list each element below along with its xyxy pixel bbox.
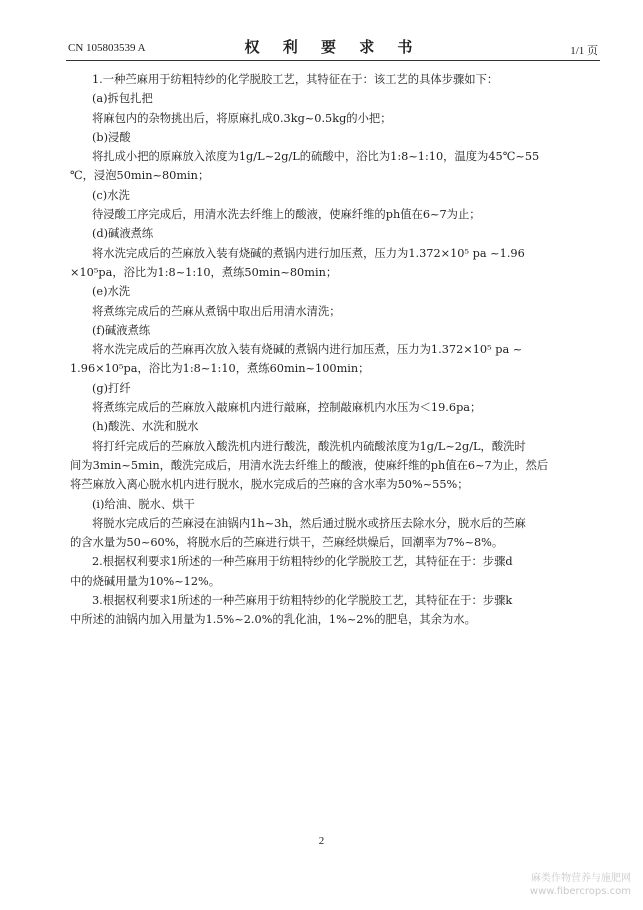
step-f-text-cont: 1.96×10⁵pa，浴比为1:8~1:10，煮练60min~100min；	[70, 362, 370, 376]
page-number: 2	[318, 835, 325, 847]
watermark-site-name: 麻类作物营养与施肥网	[531, 873, 631, 884]
step-d-text-cont: ×10⁵pa，浴比为1:8~1:10，煮练50min~80min；	[70, 265, 338, 279]
claim-3-cont: 中所述的油锅内加入用量为1.5%~2.0%的乳化油，1%~2%的肥皂，其余为水。	[70, 613, 476, 627]
step-b-heading: (b)浸酸	[92, 130, 131, 144]
step-g-heading: (g)打纤	[92, 381, 131, 395]
step-f-text: 将水洗完成后的苎麻再次放入装有烧碱的煮锅内进行加压煮，压力为1.372×10⁵ pa ~	[92, 343, 523, 357]
claim-3: 3.根据权利要求1所述的一种苎麻用于纺粗特纱的化学脱胶工艺，其特征在于：步骤k	[92, 594, 513, 608]
patent-number: CN 105803539 A	[68, 42, 146, 54]
step-a-text: 将麻包内的杂物挑出后，将原麻扎成0.3kg~0.5kg的小把；	[92, 111, 392, 125]
step-i-text-cont: 的含水量为50~60%，将脱水后的苎麻进行烘干，苎麻经烘燥后，回潮率为7%~8%。	[70, 536, 504, 550]
claim-2-cont: 中的烧碱用量为10%~12%。	[70, 574, 221, 588]
step-b-text: 将扎成小把的原麻放入浓度为1g/L~2g/L的硫酸中，浴比为1:8~1:10，温度为45℃~55	[92, 150, 540, 164]
step-h-text: 将打纤完成后的苎麻放入酸洗机内进行酸洗，酸洗机内硫酸浓度为1g/L~2g/L，酸洗时	[92, 439, 526, 453]
claim-2: 2.根据权利要求1所述的一种苎麻用于纺粗特纱的化学脱胶工艺，其特征在于：步骤d	[92, 555, 513, 569]
step-h-heading: (h)酸洗、水洗和脱水	[92, 420, 199, 434]
header-rule	[66, 60, 600, 61]
document-title: 权 利 要 求 书	[244, 38, 422, 56]
step-d-text: 将水洗完成后的苎麻放入装有烧碱的煮锅内进行加压煮，压力为1.372×10⁵ pa ~1.96	[92, 246, 525, 260]
step-f-heading: (f)碱液煮练	[92, 323, 151, 337]
step-i-text: 将脱水完成后的苎麻浸在油锅内1h~3h，然后通过脱水或挤压去除水分，脱水后的苎麻	[92, 516, 526, 530]
step-h-text-cont-1: 间为3min~5min，酸洗完成后，用清水洗去纤维上的酸液，使麻纤维的ph值在6~7为止，然后	[70, 458, 549, 472]
step-b-text-cont: ℃，浸泡50min~80min；	[70, 169, 210, 183]
step-e-heading: (e)水洗	[92, 285, 131, 299]
step-d-heading: (d)碱液煮练	[92, 227, 154, 241]
claims-body	[70, 70, 598, 630]
step-a-heading: (a)拆包扎把	[92, 92, 153, 106]
step-e-text: 将煮练完成后的苎麻从煮锅中取出后用清水清洗；	[92, 304, 341, 318]
claim-1-intro: 1.一种苎麻用于纺粗特纱的化学脱胶工艺，其特征在于：该工艺的具体步骤如下：	[92, 73, 499, 86]
step-g-text: 将煮练完成后的苎麻放入敲麻机内进行敲麻，控制敲麻机内水压为＜19.6pa；	[92, 401, 482, 415]
step-c-text: 待浸酸工序完成后，用清水洗去纤维上的酸液，使麻纤维的ph值在6~7为止；	[92, 208, 481, 222]
step-c-heading: (c)水洗	[92, 188, 130, 202]
page-header	[68, 36, 598, 60]
watermark	[530, 872, 631, 898]
step-i-heading: (i)给油、脱水、烘干	[92, 497, 195, 511]
step-h-text-cont-2: 将苎麻放入离心脱水机内进行脱水，脱水完成后的苎麻的含水率为50%~55%；	[70, 478, 469, 492]
page-info: 1/1 页	[570, 45, 598, 57]
watermark-url: www.fibercrops.com	[529, 886, 631, 897]
